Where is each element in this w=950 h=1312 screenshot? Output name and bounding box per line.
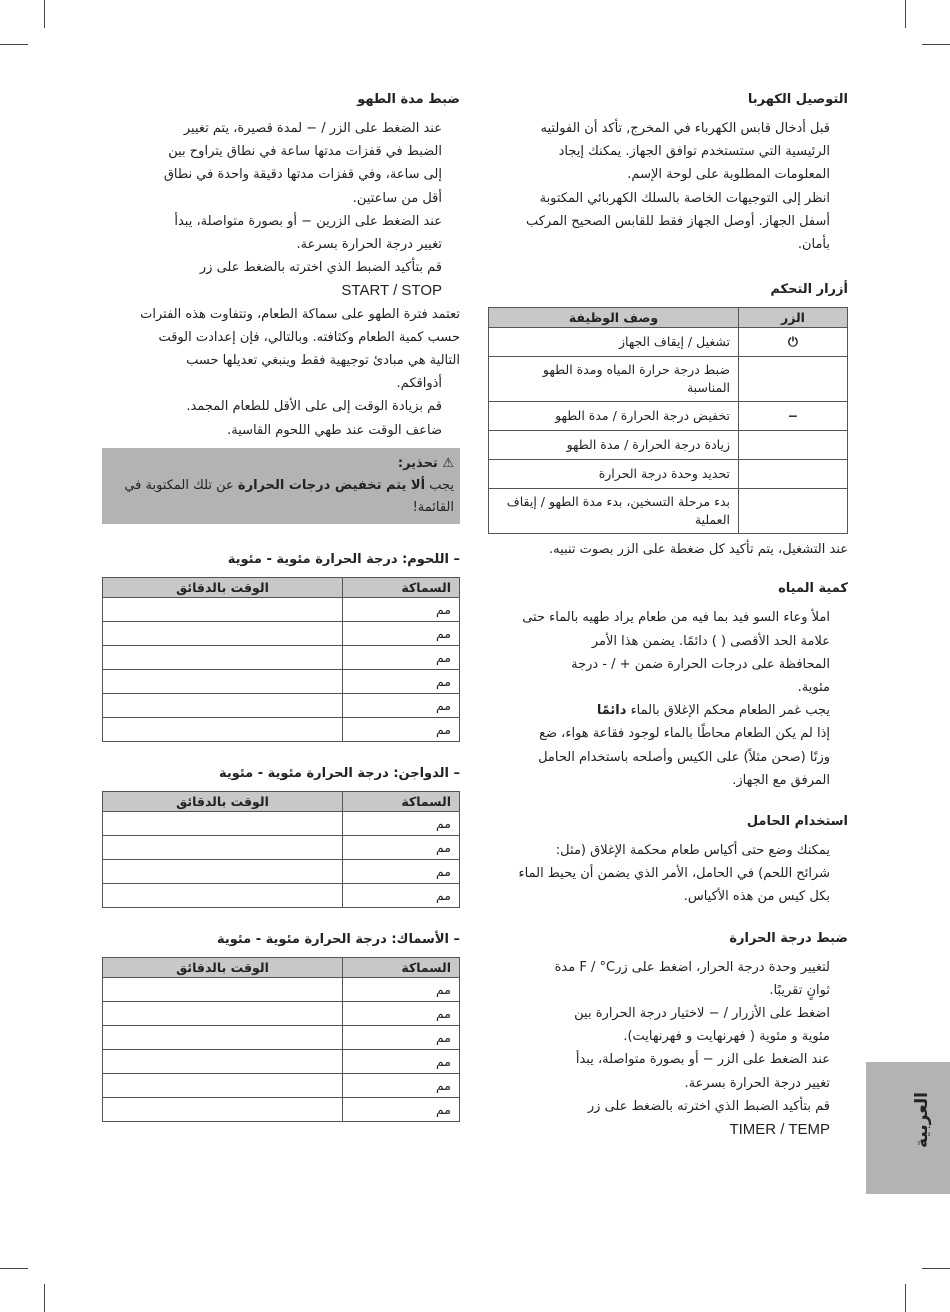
power-button-symbol: ⏻: [739, 328, 848, 357]
thickness-header: السماكة: [343, 791, 460, 811]
col-function-header: وصف الوظيفة: [489, 308, 739, 328]
thickness-cell: مم: [343, 1073, 460, 1097]
time-cell: [103, 693, 343, 717]
thickness-cell: مم: [343, 1049, 460, 1073]
water-text: املأ وعاء السو فيد بما فيه من طعام يراد طهيه بالماء حتى علامة الحد الأقصى ( ) دائمًا. يضمن هذا الأمر المحافظة على درجات الحرارة ضمن + / - درجة مئوية. يجب غمر الطعام محكم الإغلاق بالماء دائمًا إذا لم يكن الطعام محاطًا بالماء لوجود فقاعة هواء، ضع وزنًا (صحن مثلاً) على الكيس وأصلحه باستخدام الحامل المرفق مع الجهاز.: [522, 610, 830, 788]
function-cell: بدء مرحلة التسخين، بدء مدة الطهو / إيقاف العملية: [489, 489, 739, 534]
minus-button-symbol: −: [739, 402, 848, 431]
function-cell: تشغيل / إيقاف الجهاز: [489, 328, 739, 357]
poultry-table-title: – الدواجن: درجة الحرارة مئوية - مئوية: [218, 765, 460, 781]
crop-mark: [922, 44, 950, 45]
temp-text: لتغيير وحدة درجة الحرار، اضغط على زرF / °C مدة ثوانٍ تقريبًا. اضغط على الأزرار / − لاختيار درجة الحرارة بين مئوية و مئوية ( فهرنهايت و فهرنهايت). عند الضغط على الزر − أو بصورة متواصلة، يبدأ تغيير درجة الحرارة بسرعة. قم بتأكيد الضبط الذي اخترته بالضغط على زر TIMER / TEMP: [488, 956, 848, 1142]
time-header: الوقت بالدقائق: [103, 577, 343, 597]
left-column: [102, 92, 460, 1122]
thickness-cell: مم: [343, 977, 460, 1001]
temp-heading: ضبط درجة الحرارة: [729, 930, 848, 946]
crop-mark: [44, 0, 45, 28]
language-tab-label: العربية: [912, 1091, 933, 1149]
time-cell: [103, 1073, 343, 1097]
cooktime-notes: تعتمد فترة الطهو على سماكة الطعام، وتتفاوت هذه الفترات حسب كمية الطعام وكثافته. وبالتالي، فإن إعدادت الوقت التالية هي مبادئ توجيهية فقط وينبغي تعديلها حسب أذواقكم. قم بزيادة الوقت إلى على الأقل للطعام المجمد. ضاعف الوقت عند طهي اللحوم القاسية.: [140, 306, 460, 438]
time-cell: [103, 977, 343, 1001]
power-heading: التوصيل الكهربا: [747, 92, 848, 107]
thickness-cell: مم: [343, 717, 460, 741]
crop-mark: [905, 1284, 906, 1312]
time-cell: [103, 859, 343, 883]
thickness-cell: مم: [343, 693, 460, 717]
time-cell: [103, 1097, 343, 1121]
time-cell: [103, 717, 343, 741]
thickness-cell: مم: [343, 1001, 460, 1025]
language-tab: [866, 1062, 950, 1194]
time-cell: [103, 883, 343, 907]
time-cell: [103, 645, 343, 669]
crop-mark: [44, 1284, 45, 1312]
time-cell: [103, 835, 343, 859]
timer-temp-key: TIMER / TEMP: [729, 1121, 830, 1139]
holder-heading: استخدام الحامل: [746, 814, 848, 830]
function-cell: تخفيض درجة الحرارة / مدة الطهو: [489, 402, 739, 431]
meat-table: [102, 577, 460, 742]
function-cell: ضبط درجة حرارة المياه ومدة الطهو المناسبة: [489, 357, 739, 402]
warning-box: [102, 448, 460, 524]
button-cell: [739, 460, 848, 489]
warning-title: ⚠ تحذير:: [397, 455, 454, 471]
thickness-cell: مم: [343, 645, 460, 669]
right-column: [488, 92, 848, 1141]
time-header: الوقت بالدقائق: [103, 957, 343, 977]
start-stop-key: START / STOP: [341, 282, 442, 300]
button-cell: [739, 431, 848, 460]
col-button-header: الزر: [739, 308, 848, 328]
crop-mark: [922, 1268, 950, 1269]
function-cell: تحديد وحدة درجة الحرارة: [489, 460, 739, 489]
thickness-cell: مم: [343, 669, 460, 693]
cooktime-text: عند الضغط على الزر / − لمدة قصيرة، يتم تغيير الضبط في قفزات مدتها ساعة في نطاق يتراوح بين إلى ساعة، وفي قفزات مدتها دقيقة واحدة في نطاق أقل من ساعتين. عند الضغط على الزرين − أو بصورة متواصلة، يبدأ تغيير درجة الحرارة بسرعة. قم بتأكيد الضبط الذي اخترته بالضغط على زر START / STOP: [102, 117, 460, 303]
controls-table: [488, 307, 848, 534]
thickness-header: السماكة: [343, 577, 460, 597]
controls-note: عند التشغيل، يتم تأكيد كل ضغطة على الزر بصوت تنبيه.: [549, 542, 848, 558]
warning-text: يجب ألا يتم تخفيض درجات الحرارة عن تلك المكتوبة في القائمة!: [124, 477, 454, 515]
water-heading: كمية المياه: [778, 581, 848, 597]
meat-table-title: – اللحوم: درجة الحرارة مئوية - مئوية: [227, 551, 460, 567]
controls-heading: أزرار التحكم: [770, 282, 848, 298]
thickness-cell: مم: [343, 811, 460, 835]
crop-mark: [0, 44, 28, 45]
crop-mark: [0, 1268, 28, 1269]
time-cell: [103, 1001, 343, 1025]
poultry-table: [102, 791, 460, 908]
thickness-cell: مم: [343, 835, 460, 859]
time-cell: [103, 597, 343, 621]
function-cell: زيادة درجة الحرارة / مدة الطهو: [489, 431, 739, 460]
button-cell: [739, 357, 848, 402]
time-cell: [103, 621, 343, 645]
thickness-cell: مم: [343, 883, 460, 907]
fish-table-title: – الأسماك: درجة الحرارة مئوية - مئوية: [216, 931, 460, 947]
time-cell: [103, 811, 343, 835]
thickness-cell: مم: [343, 1097, 460, 1121]
holder-text: يمكنك وضع حتى أكياس طعام محكمة الإغلاق (مثل: شرائح اللحم) في الحامل، الأمر الذي يضمن أن يحيط الماء بكل كيس من هذه الأكياس.: [518, 843, 830, 905]
thickness-cell: مم: [343, 621, 460, 645]
time-cell: [103, 669, 343, 693]
fish-table: [102, 957, 460, 1122]
cooktime-heading: ضبط مدة الطهو: [357, 92, 460, 107]
button-cell: [739, 489, 848, 534]
thickness-header: السماكة: [343, 957, 460, 977]
time-header: الوقت بالدقائق: [103, 791, 343, 811]
thickness-cell: مم: [343, 859, 460, 883]
thickness-cell: مم: [343, 1025, 460, 1049]
thickness-cell: مم: [343, 597, 460, 621]
time-cell: [103, 1049, 343, 1073]
crop-mark: [905, 0, 906, 28]
time-cell: [103, 1025, 343, 1049]
power-text: قبل أدخال قابس الكهرباء في المخرج, تأكد أن الفولتيه الرئيسية التي ستستخدم توافق الجهاز. يمكنك إيجاد المعلومات المطلوبة على لوحة الإسم. انظر إلى التوجيهات الخاصة بالسلك الكهربائي المكتوبة أسفل الجهاز. أوصل الجهاز فقط للقابس الصحيح المركب بأمان.: [525, 121, 830, 253]
